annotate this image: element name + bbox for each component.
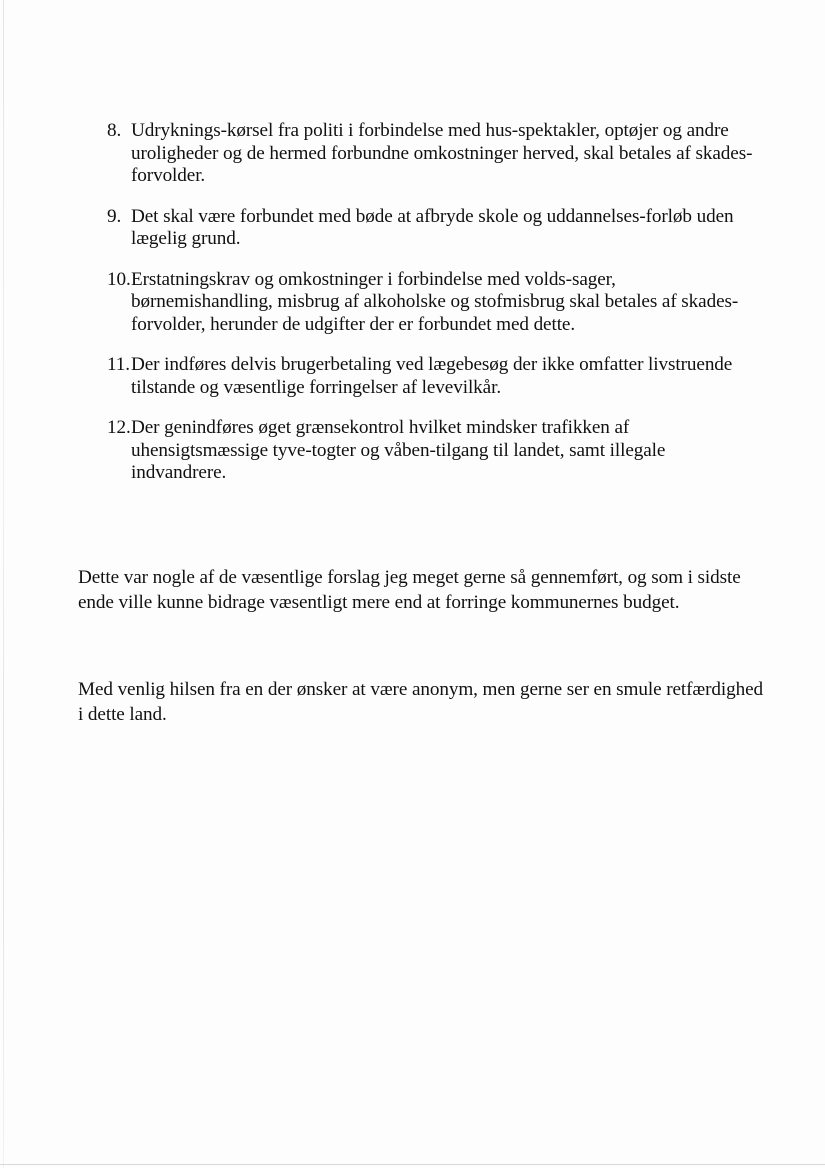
- scan-edge-left: [3, 0, 4, 1168]
- scan-edge-bottom: [0, 1164, 825, 1165]
- list-item-text: Der indføres delvis brugerbetaling ved lægebesøg der ikke omfatter livstruende tilstande og væsentlige forringelser af levevilkår.: [131, 354, 733, 398]
- list-item-number: 10.: [107, 268, 131, 290]
- list-item: [107, 269, 757, 337]
- proposal-list: [107, 120, 757, 503]
- list-item-text: Erstatningskrav og omkostninger i forbindelse med volds-sager, børnemishandling, misbrug af alkoholske og stofmisbrug skal betales af skades-forvolder, herunder de udgifter der er forbundet med dette.: [131, 268, 739, 335]
- list-item: [107, 417, 757, 485]
- list-item-number: 9.: [107, 205, 122, 227]
- list-item-number: 8.: [107, 120, 122, 141]
- list-item: [107, 120, 757, 188]
- list-item-number: 11.: [107, 354, 130, 375]
- list-item: [107, 206, 757, 251]
- list-item-text: Udryknings-kørsel fra politi i forbindelse med hus-spektakler, optøjer og andre uroligheder og de hermed forbundne omkostninger herved, skal betales af skades-forvolder.: [131, 120, 753, 186]
- list-item-text: Der genindføres øget grænsekontrol hvilket mindsker trafikken af uhensigtsmæssige tyve-togter og våben-tilgang til landet, samt illegale indvandrere.: [131, 417, 666, 483]
- list-item-text: Det skal være forbundet med bøde at afbryde skole og uddannelses-forløb uden lægelig grund.: [131, 205, 734, 249]
- summary-paragraph: Dette var nogle af de væsentlige forslag jeg meget gerne så gennemført, og som i sidste ende ville kunne bidrage væsentligt mere end at forringe kommunernes budget.: [78, 567, 741, 613]
- list-item: [107, 354, 757, 399]
- list-item-number: 12.: [107, 417, 131, 438]
- closing-paragraph: Med venlig hilsen fra en der ønsker at være anonym, men gerne ser en smule retfærdighed i dette land.: [78, 679, 764, 725]
